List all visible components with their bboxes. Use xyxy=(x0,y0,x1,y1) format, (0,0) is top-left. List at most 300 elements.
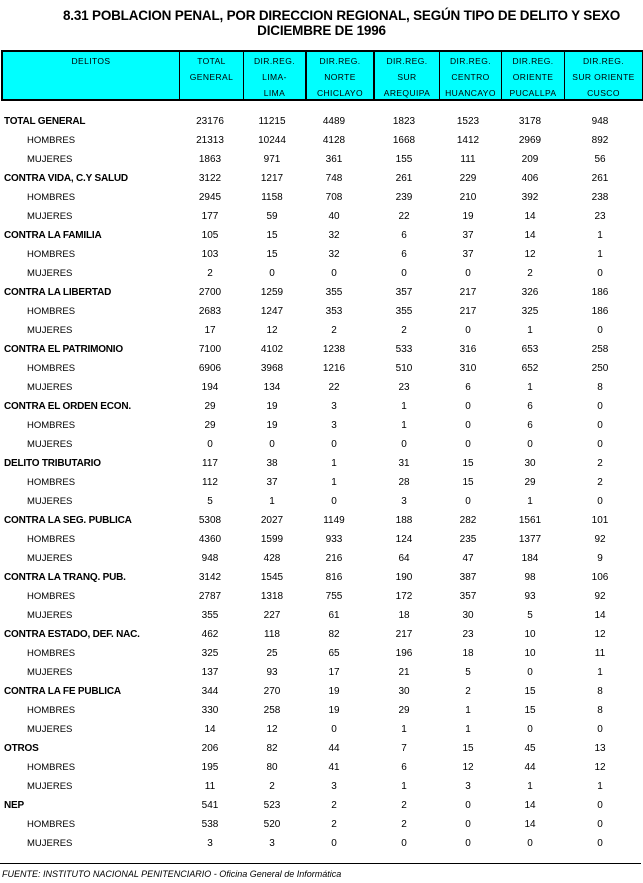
cell-value: 392 xyxy=(521,192,539,203)
cell-value: 0 xyxy=(465,819,471,830)
header-line: GENERAL xyxy=(189,72,234,82)
cell-value: 19 xyxy=(266,420,278,431)
table-row xyxy=(0,435,643,454)
cell-value: 510 xyxy=(395,363,413,374)
cell-value: 117 xyxy=(202,458,218,469)
row-label: HOMBRES xyxy=(27,363,76,374)
header-line: ORIENTE xyxy=(512,72,554,82)
cell-value: 1 xyxy=(401,401,407,412)
cell-value: 0 xyxy=(331,268,337,279)
category-row xyxy=(0,625,643,644)
cell-value: 12 xyxy=(524,249,536,260)
cell-value: 3142 xyxy=(198,572,222,583)
header-line: SUR ORIENTE xyxy=(572,72,635,82)
cell-value: 10244 xyxy=(258,135,286,146)
table-row xyxy=(0,416,643,435)
cell-value: 3 xyxy=(331,420,337,431)
cell-value: 652 xyxy=(521,363,539,374)
table-row xyxy=(0,188,643,207)
cell-value: 2 xyxy=(527,268,533,279)
cell-value: 15 xyxy=(462,458,474,469)
cell-value: 25 xyxy=(266,648,278,659)
row-label: HOMBRES xyxy=(27,591,76,602)
header-oriente xyxy=(501,52,564,99)
cell-value: 1216 xyxy=(322,363,346,374)
cell-value: 330 xyxy=(201,705,219,716)
cell-value: 0 xyxy=(207,439,213,450)
cell-value: 1 xyxy=(597,781,603,792)
cell-value: 0 xyxy=(597,420,603,431)
cell-value: 533 xyxy=(395,344,413,355)
cell-value: 1158 xyxy=(261,192,283,203)
cell-value: 59 xyxy=(266,211,278,222)
cell-value: 103 xyxy=(201,249,219,260)
cell-value: 14 xyxy=(524,211,536,222)
cell-value: 40 xyxy=(328,211,340,222)
cell-value: 1 xyxy=(269,496,275,507)
table-row xyxy=(0,302,643,321)
row-label: MUJERES xyxy=(27,553,73,564)
row-label: MUJERES xyxy=(27,325,73,336)
row-label: MUJERES xyxy=(27,724,73,735)
cell-value: 186 xyxy=(591,287,609,298)
cell-value: 1377 xyxy=(518,534,542,545)
cell-value: 216 xyxy=(325,553,343,564)
cell-value: 1 xyxy=(465,705,471,716)
category-row xyxy=(0,283,643,302)
cell-value: 4128 xyxy=(322,135,346,146)
cell-value: 0 xyxy=(597,325,603,336)
header-sur xyxy=(373,52,439,99)
row-label: DELITO TRIBUTARIO xyxy=(4,458,101,469)
cell-value: 9 xyxy=(597,553,603,564)
cell-value: 2683 xyxy=(198,306,222,317)
header-line: SUR xyxy=(397,72,417,82)
cell-value: 708 xyxy=(325,192,343,203)
header-centro xyxy=(439,52,501,99)
category-row xyxy=(0,511,643,530)
cell-value: 5308 xyxy=(198,515,222,526)
cell-value: 462 xyxy=(201,629,219,640)
cell-value: 971 xyxy=(263,154,281,165)
cell-value: 8 xyxy=(597,382,603,393)
header-line: DIR.REG. xyxy=(512,56,554,66)
category-row xyxy=(0,112,643,131)
cell-value: 1247 xyxy=(260,306,284,317)
cell-value: 118 xyxy=(264,629,280,640)
cell-value: 8 xyxy=(597,686,603,697)
table-row xyxy=(0,359,643,378)
table-row xyxy=(0,663,643,682)
cell-value: 2 xyxy=(331,325,337,336)
cell-value: 3122 xyxy=(198,173,222,184)
cell-value: 44 xyxy=(328,743,340,754)
cell-value: 2969 xyxy=(518,135,542,146)
header-line: DIR.REG. xyxy=(254,56,295,66)
cell-value: 933 xyxy=(325,534,343,545)
cell-value: 1 xyxy=(597,230,603,241)
row-label: CONTRA VIDA, C.Y SALUD xyxy=(4,173,128,184)
cell-value: 209 xyxy=(521,154,539,165)
cell-value: 0 xyxy=(465,268,471,279)
cell-value: 353 xyxy=(325,306,343,317)
cell-value: 282 xyxy=(459,515,477,526)
cell-value: 195 xyxy=(201,762,219,773)
row-label: MUJERES xyxy=(27,439,73,450)
cell-value: 0 xyxy=(331,439,337,450)
header-line: PUCALLPA xyxy=(509,88,557,98)
cell-value: 82 xyxy=(328,629,340,640)
cell-value: 101 xyxy=(591,515,609,526)
cell-value: 2 xyxy=(207,268,213,279)
cell-value: 17 xyxy=(204,325,216,336)
cell-value: 229 xyxy=(459,173,477,184)
cell-value: 261 xyxy=(591,173,609,184)
row-label: CONTRA EL PATRIMONIO xyxy=(4,344,123,355)
cell-value: 184 xyxy=(521,553,539,564)
cell-value: 14 xyxy=(524,230,536,241)
table-row xyxy=(0,549,643,568)
cell-value: 653 xyxy=(521,344,539,355)
row-label: HOMBRES xyxy=(27,762,76,773)
cell-value: 948 xyxy=(591,116,609,127)
row-label: HOMBRES xyxy=(27,648,76,659)
cell-value: 2 xyxy=(269,781,275,792)
table-subtitle: DICIEMBRE DE 1996 xyxy=(257,23,386,38)
header-norte xyxy=(305,52,373,99)
row-label: MUJERES xyxy=(27,496,73,507)
cell-value: 2 xyxy=(331,800,337,811)
cell-value: 6 xyxy=(401,230,407,241)
cell-value: 56 xyxy=(594,154,606,165)
cell-value: 30 xyxy=(398,686,410,697)
cell-value: 8 xyxy=(597,705,603,716)
row-label: MUJERES xyxy=(27,838,73,849)
cell-value: 1 xyxy=(401,781,407,792)
cell-value: 541 xyxy=(201,800,219,811)
cell-value: 748 xyxy=(325,173,343,184)
cell-value: 1412 xyxy=(456,135,480,146)
cell-value: 1599 xyxy=(260,534,284,545)
cell-value: 112 xyxy=(202,477,218,488)
cell-value: 23 xyxy=(594,211,606,222)
cell-value: 6906 xyxy=(198,363,222,374)
cell-value: 98 xyxy=(524,572,536,583)
table-row xyxy=(0,834,643,853)
cell-value: 17 xyxy=(328,667,340,678)
cell-value: 355 xyxy=(395,306,413,317)
cell-value: 18 xyxy=(462,648,474,659)
cell-value: 0 xyxy=(597,800,603,811)
cell-value: 31 xyxy=(398,458,410,469)
cell-value: 1217 xyxy=(260,173,284,184)
category-row xyxy=(0,169,643,188)
cell-value: 227 xyxy=(263,610,281,621)
cell-value: 1 xyxy=(597,667,603,678)
cell-value: 316 xyxy=(459,344,477,355)
cell-value: 22 xyxy=(398,211,410,222)
cell-value: 19 xyxy=(266,401,278,412)
category-row xyxy=(0,682,643,701)
cell-value: 32 xyxy=(328,230,340,241)
header-sur-oriente xyxy=(564,52,642,99)
cell-value: 37 xyxy=(462,230,474,241)
cell-value: 0 xyxy=(269,268,275,279)
cell-value: 1 xyxy=(597,249,603,260)
cell-value: 1823 xyxy=(392,116,416,127)
row-label: OTROS xyxy=(4,743,39,754)
category-row xyxy=(0,226,643,245)
cell-value: 520 xyxy=(263,819,281,830)
cell-value: 82 xyxy=(266,743,278,754)
cell-value: 11 xyxy=(204,781,216,792)
cell-value: 1 xyxy=(527,325,533,336)
cell-value: 217 xyxy=(459,287,477,298)
cell-value: 0 xyxy=(465,838,471,849)
cell-value: 2 xyxy=(401,325,407,336)
cell-value: 21 xyxy=(398,667,410,678)
cell-value: 1 xyxy=(527,496,533,507)
cell-value: 1318 xyxy=(260,591,284,602)
table-row xyxy=(0,701,643,720)
header-line: CUSCO xyxy=(587,88,620,98)
header-line: DIR.REG. xyxy=(450,56,491,66)
cell-value: 0 xyxy=(269,439,275,450)
header-line: DIR.REG. xyxy=(386,56,428,66)
cell-value: 1545 xyxy=(260,572,284,583)
row-label: CONTRA ESTADO, DEF. NAC. xyxy=(4,629,140,640)
cell-value: 92 xyxy=(594,591,606,602)
cell-value: 124 xyxy=(395,534,413,545)
cell-value: 47 xyxy=(462,553,474,564)
cell-value: 1 xyxy=(527,382,533,393)
cell-value: 111 xyxy=(460,154,476,165)
cell-value: 12 xyxy=(266,325,278,336)
row-label: NEP xyxy=(4,800,24,811)
row-label: HOMBRES xyxy=(27,420,76,431)
cell-value: 755 xyxy=(325,591,343,602)
cell-value: 0 xyxy=(401,268,407,279)
cell-value: 1259 xyxy=(260,287,284,298)
cell-value: 19 xyxy=(328,705,340,716)
cell-value: 1 xyxy=(401,420,407,431)
cell-value: 0 xyxy=(401,439,407,450)
cell-value: 387 xyxy=(459,572,477,583)
cell-value: 2 xyxy=(597,477,603,488)
cell-value: 0 xyxy=(465,420,471,431)
cell-value: 0 xyxy=(465,325,471,336)
cell-value: 92 xyxy=(594,534,606,545)
row-label: CONTRA LA FE PUBLICA xyxy=(4,686,121,697)
cell-value: 2027 xyxy=(260,515,284,526)
cell-value: 0 xyxy=(331,496,337,507)
cell-value: 14 xyxy=(204,724,216,735)
cell-value: 523 xyxy=(263,800,281,811)
row-label: HOMBRES xyxy=(27,249,76,260)
category-row xyxy=(0,796,643,815)
cell-value: 217 xyxy=(395,629,413,640)
cell-value: 2945 xyxy=(198,192,222,203)
header-line: HUANCAYO xyxy=(445,88,496,98)
row-label: MUJERES xyxy=(27,154,73,165)
cell-value: 325 xyxy=(521,306,539,317)
cell-value: 4102 xyxy=(260,344,284,355)
cell-value: 45 xyxy=(524,743,536,754)
cell-value: 0 xyxy=(527,724,533,735)
row-label: MUJERES xyxy=(27,610,73,621)
cell-value: 0 xyxy=(465,439,471,450)
cell-value: 6 xyxy=(527,420,533,431)
table-row xyxy=(0,245,643,264)
table-row xyxy=(0,606,643,625)
cell-value: 0 xyxy=(401,838,407,849)
cell-value: 93 xyxy=(266,667,278,678)
cell-value: 61 xyxy=(328,610,340,621)
cell-value: 0 xyxy=(527,838,533,849)
cell-value: 64 xyxy=(398,553,410,564)
cell-value: 1668 xyxy=(392,135,416,146)
row-label: HOMBRES xyxy=(27,192,76,203)
cell-value: 0 xyxy=(465,800,471,811)
cell-value: 326 xyxy=(521,287,539,298)
header-delitos xyxy=(3,52,179,99)
row-label: CONTRA LA TRANQ. PUB. xyxy=(4,572,126,583)
cell-value: 15 xyxy=(462,743,474,754)
cell-value: 38 xyxy=(266,458,278,469)
cell-value: 37 xyxy=(266,477,278,488)
cell-value: 11 xyxy=(594,648,606,659)
cell-value: 0 xyxy=(597,401,603,412)
cell-value: 5 xyxy=(465,667,471,678)
category-row xyxy=(0,454,643,473)
cell-value: 41 xyxy=(328,762,340,773)
cell-value: 3178 xyxy=(518,116,542,127)
cell-value: 0 xyxy=(597,496,603,507)
cell-value: 14 xyxy=(524,800,536,811)
category-row xyxy=(0,340,643,359)
cell-value: 261 xyxy=(395,173,413,184)
cell-value: 0 xyxy=(597,838,603,849)
cell-value: 155 xyxy=(395,154,413,165)
table-row xyxy=(0,150,643,169)
header-line: AREQUIPA xyxy=(383,88,431,98)
cell-value: 1 xyxy=(331,458,337,469)
cell-value: 93 xyxy=(524,591,536,602)
cell-value: 106 xyxy=(591,572,609,583)
cell-value: 186 xyxy=(591,306,609,317)
cell-value: 19 xyxy=(462,211,474,222)
cell-value: 2 xyxy=(465,686,471,697)
cell-value: 65 xyxy=(328,648,340,659)
table-body xyxy=(0,112,643,853)
cell-value: 6 xyxy=(465,382,471,393)
table-row xyxy=(0,264,643,283)
cell-value: 258 xyxy=(263,705,281,716)
cell-value: 32 xyxy=(328,249,340,260)
cell-value: 325 xyxy=(201,648,219,659)
row-label: HOMBRES xyxy=(27,705,76,716)
cell-value: 23 xyxy=(462,629,474,640)
cell-value: 2 xyxy=(597,458,603,469)
cell-value: 137 xyxy=(201,667,219,678)
cell-value: 5 xyxy=(207,496,213,507)
cell-value: 948 xyxy=(201,553,219,564)
cell-value: 11215 xyxy=(258,116,286,127)
header-line: LIMA xyxy=(263,88,286,98)
cell-value: 30 xyxy=(462,610,474,621)
cell-value: 44 xyxy=(524,762,536,773)
table-row xyxy=(0,378,643,397)
cell-value: 29 xyxy=(398,705,410,716)
row-label: MUJERES xyxy=(27,667,73,678)
cell-value: 23 xyxy=(398,382,410,393)
row-label: CONTRA LA SEG. PUBLICA xyxy=(4,515,132,526)
header-line: CHICLAYO xyxy=(316,88,364,98)
cell-value: 206 xyxy=(201,743,219,754)
cell-value: 7100 xyxy=(198,344,222,355)
cell-value: 5 xyxy=(527,610,533,621)
cell-value: 194 xyxy=(201,382,219,393)
table-row xyxy=(0,815,643,834)
cell-value: 355 xyxy=(325,287,343,298)
source-note: FUENTE: INSTITUTO NACIONAL PENITENCIARIO - Oficina General de Informática xyxy=(2,869,342,879)
cell-value: 258 xyxy=(591,344,609,355)
cell-value: 13 xyxy=(594,743,606,754)
cell-value: 239 xyxy=(395,192,413,203)
table-row xyxy=(0,587,643,606)
cell-value: 1 xyxy=(401,724,407,735)
cell-value: 0 xyxy=(527,439,533,450)
category-row xyxy=(0,397,643,416)
cell-value: 10 xyxy=(524,648,536,659)
header-line: DELITOS xyxy=(71,56,111,66)
cell-value: 0 xyxy=(527,667,533,678)
table-row xyxy=(0,530,643,549)
cell-value: 0 xyxy=(331,724,337,735)
cell-value: 816 xyxy=(325,572,343,583)
cell-value: 4489 xyxy=(322,116,346,127)
cell-value: 1561 xyxy=(518,515,542,526)
table-row xyxy=(0,758,643,777)
cell-value: 1 xyxy=(527,781,533,792)
table-row xyxy=(0,777,643,796)
cell-value: 210 xyxy=(459,192,477,203)
cell-value: 29 xyxy=(204,420,216,431)
cell-value: 29 xyxy=(524,477,536,488)
row-label: MUJERES xyxy=(27,382,73,393)
cell-value: 12 xyxy=(462,762,474,773)
cell-value: 0 xyxy=(597,439,603,450)
cell-value: 196 xyxy=(395,648,413,659)
header-line: TOTAL xyxy=(197,56,226,66)
cell-value: 406 xyxy=(521,173,539,184)
cell-value: 10 xyxy=(524,629,536,640)
row-label: CONTRA LA LIBERTAD xyxy=(4,287,112,298)
cell-value: 172 xyxy=(395,591,413,602)
cell-value: 310 xyxy=(459,363,477,374)
cell-value: 235 xyxy=(459,534,477,545)
row-label: HOMBRES xyxy=(27,534,76,545)
cell-value: 15 xyxy=(462,477,474,488)
row-label: HOMBRES xyxy=(27,306,76,317)
header-line: LIMA- xyxy=(262,72,287,82)
cell-value: 0 xyxy=(597,819,603,830)
cell-value: 19 xyxy=(328,686,340,697)
cell-value: 2 xyxy=(331,819,337,830)
header-total-general xyxy=(179,52,243,99)
cell-value: 30 xyxy=(524,458,536,469)
cell-value: 21313 xyxy=(196,135,224,146)
